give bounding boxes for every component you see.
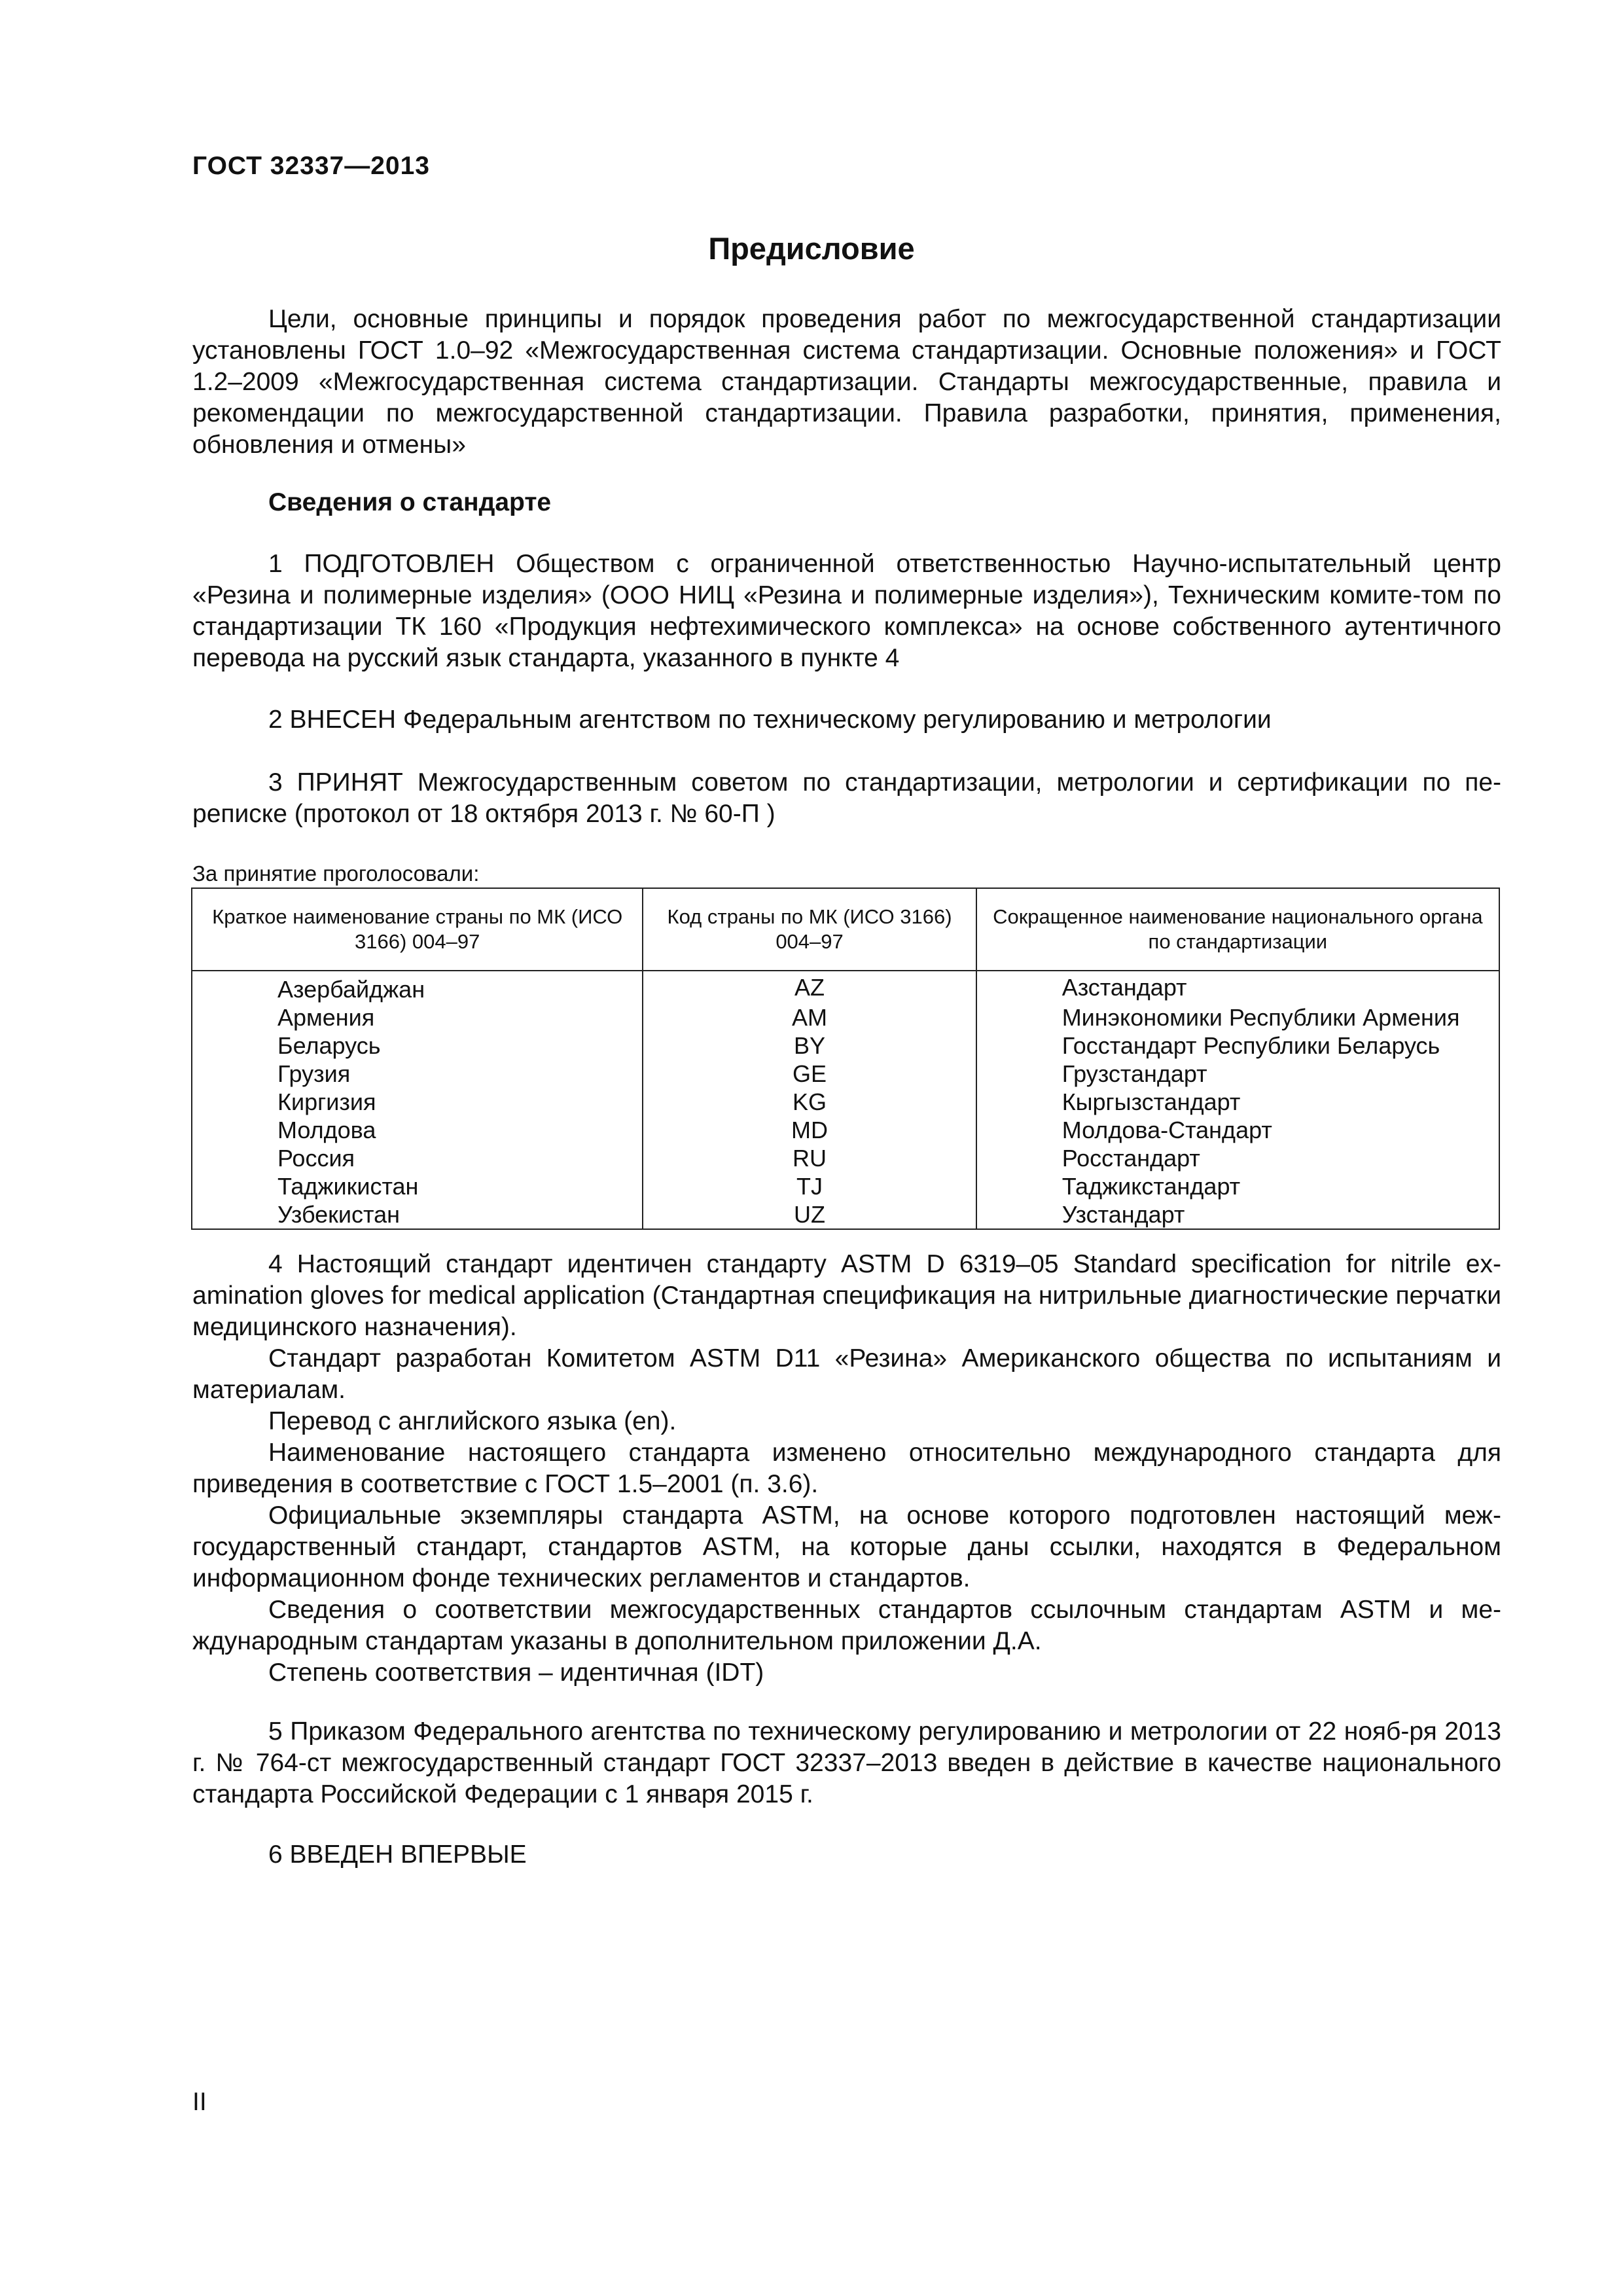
cell-code: MD xyxy=(643,1116,976,1144)
item-3-block xyxy=(192,767,1501,830)
cell-body: Таджикстандарт xyxy=(976,1172,1499,1200)
item-4-block xyxy=(192,1249,1501,1689)
item-5-block xyxy=(192,1716,1501,1810)
item-2-paragraph: 2 ВНЕСЕН Федеральным агентством по техническому регулированию и метрологии xyxy=(268,706,1272,734)
cell-country: Таджикистан xyxy=(192,1172,643,1200)
cell-body: Грузстандарт xyxy=(976,1060,1499,1088)
table-row xyxy=(192,1116,1499,1144)
item-5-paragraph: 5 Приказом Федерального агентства по техническому регулированию и метрологии от 22 нояб-ря 2013 г. № 764-ст межгосударственный стандарт ГОСТ 32337–2013 введен в действие в качестве национального стандарта Российской Федерации с 1 января 2015 г. xyxy=(192,1717,1501,1808)
intro-block xyxy=(192,304,1501,461)
table-caption: За принятие проголосовали: xyxy=(192,861,480,886)
cell-country: Россия xyxy=(192,1144,643,1172)
table-row xyxy=(192,1031,1499,1060)
cell-code: RU xyxy=(643,1144,976,1172)
cell-country: Армения xyxy=(192,1003,643,1031)
cell-body: Узстандарт xyxy=(976,1200,1499,1229)
cell-code: UZ xyxy=(643,1200,976,1229)
item-4-official-copies: Официальные экземпляры стандарта ASTM, на основе которого подготовлен настоящий меж-государственный стандарт, стандартов ASTM, на которые даны ссылки, находятся в Федеральном информационном фонде технических регламентов и стандартов. xyxy=(192,1501,1501,1592)
section-heading: Сведения о стандарте xyxy=(268,488,552,516)
item-4-name-change: Наименование настоящего стандарта изменено относительно международного стандарта для приведения в соответствие с ГОСТ 1.5–2001 (п. 3.6). xyxy=(192,1439,1501,1498)
table-row xyxy=(192,1172,1499,1200)
cell-country: Молдова xyxy=(192,1116,643,1144)
cell-code: GE xyxy=(643,1060,976,1088)
cell-body: Азстандарт xyxy=(976,971,1499,1003)
table-row xyxy=(192,1200,1499,1229)
item-4-translation: Перевод с английского языка (en). xyxy=(268,1407,677,1435)
cell-code: KG xyxy=(643,1088,976,1116)
cell-body: Молдова-Стандарт xyxy=(976,1116,1499,1144)
intro-paragraph: Цели, основные принципы и порядок проведения работ по межгосударственной стандартизации установлены ГОСТ 1.0–92 «Межгосударственная система стандартизации. Основные положения» и ГОСТ 1.2–2009 «Межгосударственная система стандартизации. Стандарты межгосударственные, правила и рекомендации по межгосударственной стандартизации. Правила разработки, принятия, применения, обновления и отмены» xyxy=(192,305,1501,459)
table-row xyxy=(192,1060,1499,1088)
item-6-paragraph: 6 ВВЕДЕН ВПЕРВЫЕ xyxy=(268,1840,527,1869)
cell-country: Узбекистан xyxy=(192,1200,643,1229)
cell-code: AM xyxy=(643,1003,976,1031)
vote-table xyxy=(191,888,1500,1230)
header-body: Сокращенное наименование национального органа по стандартизации xyxy=(976,888,1499,971)
cell-country: Беларусь xyxy=(192,1031,643,1060)
table-row xyxy=(192,971,1499,1003)
item-4-correspondence: Сведения о соответствии межгосударственных стандартов ссылочным стандартам ASTM и ме-ждународным стандартам указаны в дополнительном приложении Д.А. xyxy=(192,1596,1501,1655)
cell-country: Киргизия xyxy=(192,1088,643,1116)
item-4-degree: Степень соответствия – идентичная (IDT) xyxy=(268,1659,764,1687)
cell-code: TJ xyxy=(643,1172,976,1200)
page-number: II xyxy=(192,2088,207,2116)
cell-body: Кыргызстандарт xyxy=(976,1088,1499,1116)
item-1-paragraph: 1 ПОДГОТОВЛЕН Обществом с ограниченной ответственностью Научно-испытательный центр «Резина и полимерные изделия» (ООО НИЦ «Резина и полимерные изделия»), Техническим комите-том по стандартизации ТК 160 «Продукция нефтехимического комплекса» на основе собственного аутентичного перевода на русский язык стандарта, указанного в пункте 4 xyxy=(192,550,1501,672)
item-4-committee: Стандарт разработан Комитетом ASTM D11 «Резина» Американского общества по испытаниям и материалам. xyxy=(192,1344,1501,1404)
header-country: Краткое наименование страны по МК (ИСО 3166) 004–97 xyxy=(192,888,643,971)
table-row xyxy=(192,1144,1499,1172)
header-code: Код страны по МК (ИСО 3166) 004–97 xyxy=(643,888,976,971)
table-header-row xyxy=(192,888,1499,971)
item-3-paragraph: 3 ПРИНЯТ Межгосударственным советом по стандартизации, метрологии и сертификации по пе-реписке (протокол от 18 октября 2013 г. № 60-П ) xyxy=(192,768,1501,828)
cell-body: Минэкономики Республики Армения xyxy=(976,1003,1499,1031)
table-row xyxy=(192,1003,1499,1031)
document-code: ГОСТ 32337—2013 xyxy=(192,152,430,180)
cell-body: Госстандарт Республики Беларусь xyxy=(976,1031,1499,1060)
table-row xyxy=(192,1088,1499,1116)
cell-code: BY xyxy=(643,1031,976,1060)
item-6-block xyxy=(192,1839,1501,1871)
cell-body: Росстандарт xyxy=(976,1144,1499,1172)
cell-country: Грузия xyxy=(192,1060,643,1088)
item-1-block xyxy=(192,548,1501,674)
cell-code: AZ xyxy=(643,971,976,1003)
item-4-paragraph: 4 Настоящий стандарт идентичен стандарту ASTM D 6319–05 Standard specification for nitrile ex-amination gloves for medical application (Стандартная спецификация на нитрильные диагностические перчатки медицинского назначения). xyxy=(192,1250,1501,1341)
cell-country: Азербайджан xyxy=(192,971,643,1003)
item-2-block xyxy=(192,704,1501,736)
page-title: Предисловие xyxy=(708,231,915,266)
